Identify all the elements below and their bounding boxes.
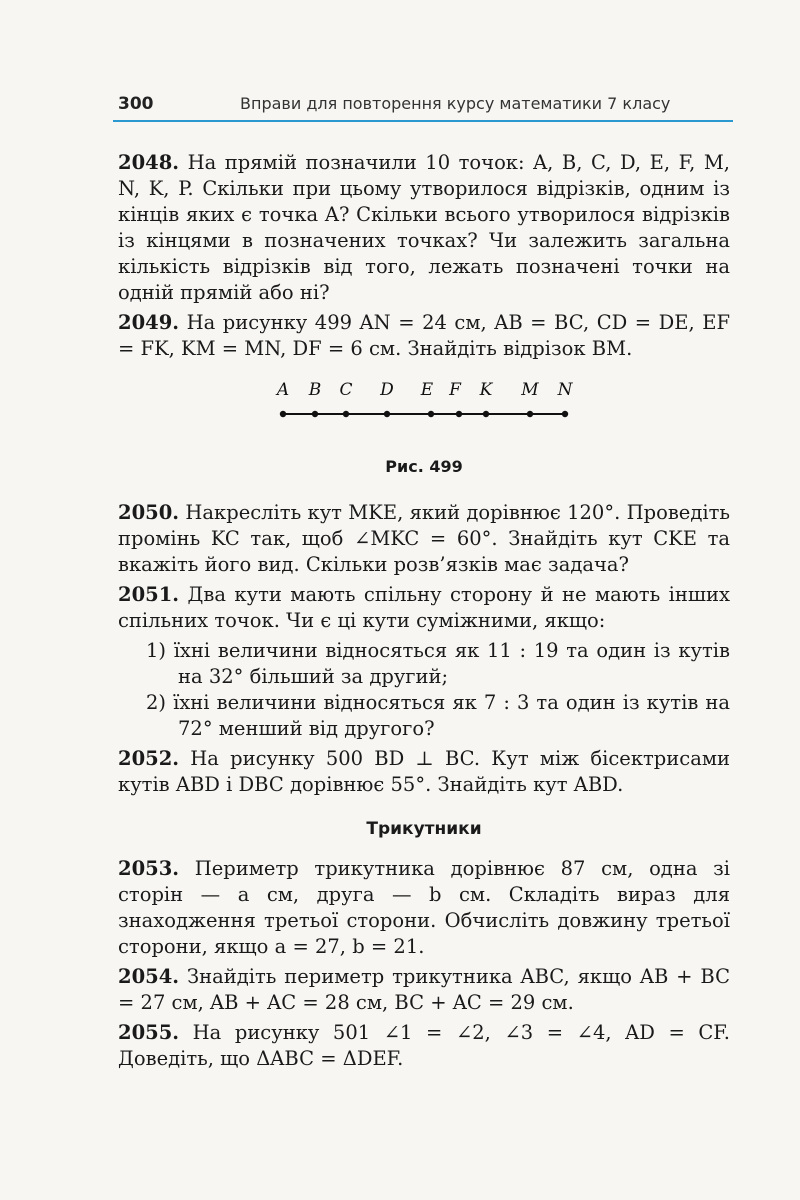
- running-head: Вправи для повторення курсу математики 7 класу: [240, 94, 671, 113]
- point-a: [280, 411, 286, 417]
- problem-number: 2048.: [118, 151, 180, 174]
- point-e: [428, 411, 434, 417]
- figure-499: [118, 366, 730, 436]
- page-body: [118, 150, 730, 1076]
- point-c: [343, 411, 349, 417]
- segment-diagram: [118, 366, 730, 436]
- problem-2049: [118, 310, 730, 362]
- point-m: [527, 411, 533, 417]
- point-label-e: E: [420, 380, 434, 400]
- problem-text: Периметр трикутника дорівнює 87 см, одна зі сторін — a см, друга — b см. Складіть вираз для знаходження третьої сторони. Обчисліть довжину третьої сторони, якщо a = 27, b = 21.: [118, 857, 730, 958]
- problem-text: На рисунку 500 BD ⊥ BC. Кут між бісектрисами кутів ABD і DBC дорівнює 55°. Знайдіть кут ABD.: [118, 747, 730, 796]
- problem-text: Знайдіть периметр трикутника ABC, якщо AB + BC = 27 см, AB + AC = 28 см, BC + AC = 29 см.: [118, 965, 730, 1014]
- problem-number: 2050.: [118, 501, 180, 524]
- problem-number: 2055.: [118, 1021, 180, 1044]
- problem-2050: [118, 500, 730, 578]
- point-f: [456, 411, 462, 417]
- problem-number: 2049.: [118, 311, 180, 334]
- point-label-k: K: [479, 380, 493, 400]
- problem-text: Два кути мають спільну сторону й не мають інших спільних точок. Чи є ці кути суміжними, якщо:: [118, 583, 730, 632]
- header-rule: [113, 120, 733, 122]
- problem-2051: [118, 582, 730, 634]
- problem-number: 2051.: [118, 583, 180, 606]
- problem-text: Накресліть кут MKE, який дорівнює 120°. Проведіть промінь KC так, щоб ∠MKC = 60°. Знайдіть кут CKE та вкажіть його вид. Скільки розв’язків має задача?: [118, 501, 730, 576]
- problem-2053: [118, 856, 730, 960]
- problem-2054: [118, 964, 730, 1016]
- point-label-a: A: [276, 380, 290, 400]
- problem-text: На прямій позначили 10 точок: A, B, C, D, E, F, M, N, K, P. Скільки при цьому утворилося відрізків, одним із кінців яких є точка A? Скільки всього утворилося відрізків із кінцями в позначених точках? Чи залежить загальна кількість відрізків від того, лежать позначені точки на одній прямій або ні?: [118, 151, 730, 304]
- problem-2055: [118, 1020, 730, 1072]
- problem-text: На рисунку 501 ∠1 = ∠2, ∠3 = ∠4, AD = CF. Доведіть, що ΔABC = ΔDEF.: [118, 1021, 730, 1070]
- problem-number: 2053.: [118, 857, 180, 880]
- problem-number: 2052.: [118, 747, 180, 770]
- figure-caption: Рис. 499: [385, 457, 463, 476]
- problem-2051-item-1: 1) їхні величини відносяться як 11 : 19 та один із кутів на 32° більший за другий;: [146, 639, 730, 688]
- point-label-c: C: [339, 380, 353, 400]
- point-label-b: B: [308, 380, 322, 400]
- point-label-m: M: [521, 380, 539, 400]
- point-label-d: D: [380, 380, 394, 400]
- problem-2051-item-2: 2) їхні величини відносяться як 7 : 3 та один із кутів на 72° менший від другого?: [146, 691, 730, 740]
- problem-2052: [118, 746, 730, 798]
- page-number: 300: [118, 94, 154, 114]
- point-label-n: N: [557, 380, 573, 400]
- problem-number: 2054.: [118, 965, 180, 988]
- problem-2048: [118, 150, 730, 306]
- point-k: [483, 411, 489, 417]
- point-label-f: F: [449, 380, 461, 400]
- point-d: [384, 411, 390, 417]
- point-n: [562, 411, 568, 417]
- section-title: Трикутники: [366, 819, 482, 839]
- point-b: [312, 411, 318, 417]
- problem-text: На рисунку 499 AN = 24 см, AB = BC, CD = DE, EF = FK, KM = MN, DF = 6 см. Знайдіть відрізок BM.: [118, 311, 730, 360]
